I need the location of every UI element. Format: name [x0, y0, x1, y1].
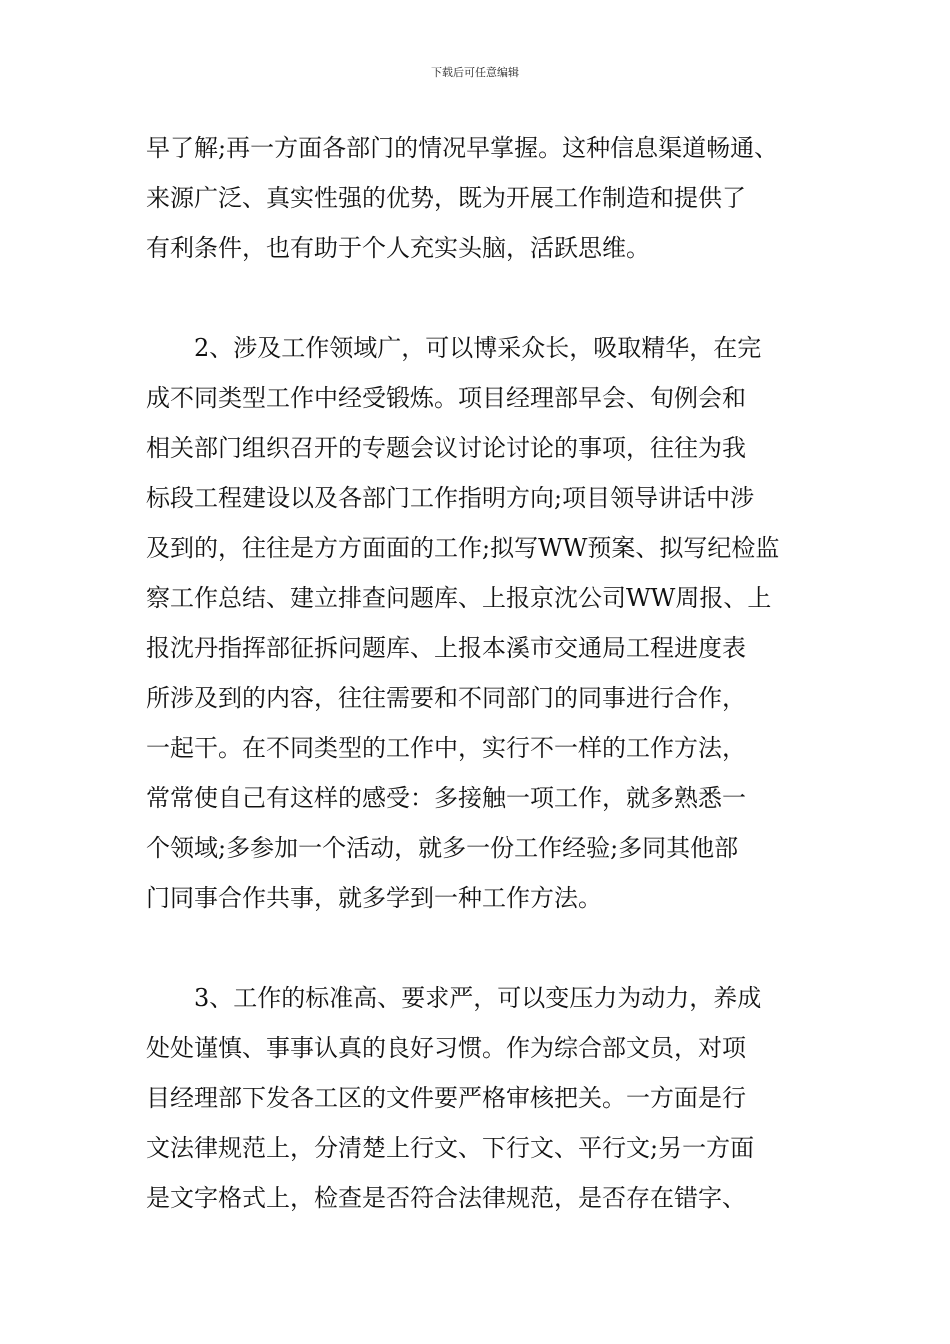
text-line: 察工作总结、建立排查问题库、上报京沈公司WW周报、上	[146, 584, 772, 612]
text-line: 来源广泛、真实性强的优势，既为开展工作制造和提供了	[146, 184, 746, 212]
text-line: 早了解;再一方面各部门的情况早掌握。这种信息渠道畅通、	[146, 134, 779, 162]
text-line: 成不同类型工作中经受锻炼。项目经理部早会、旬例会和	[146, 384, 746, 412]
text-line: 报沈丹指挥部征拆问题库、上报本溪市交通局工程进度表	[146, 634, 746, 662]
text-line: 一起干。在不同类型的工作中，实行不一样的工作方法，	[146, 734, 746, 762]
text-line: 2、涉及工作领域广，可以博采众长，吸取精华，在完	[194, 334, 762, 362]
page-header: 下载后可任意编辑	[431, 66, 519, 79]
text-line: 文法律规范上，分清楚上行文、下行文、平行文;另一方面	[146, 1134, 755, 1162]
text-line: 3、工作的标准高、要求严，可以变压力为动力，养成	[194, 984, 762, 1012]
text-line: 标段工程建设以及各部门工作指明方向;项目领导讲话中涉	[146, 484, 755, 512]
text-line: 常常使自己有这样的感受：多接触一项工作，就多熟悉一	[146, 784, 746, 812]
text-line: 处处谨慎、事事认真的良好习惯。作为综合部文员，对项	[146, 1034, 746, 1062]
text-line: 个领域;多参加一个活动，就多一份工作经验;多同其他部	[146, 834, 739, 862]
text-line: 及到的，往往是方方面面的工作;拟写WW预案、拟写纪检监	[146, 534, 780, 562]
text-line: 是文字格式上，检查是否符合法律规范，是否存在错字、	[146, 1184, 746, 1212]
text-line: 目经理部下发各工区的文件要严格审核把关。一方面是行	[146, 1084, 746, 1112]
text-line: 有利条件，也有助于个人充实头脑，活跃思维。	[146, 234, 650, 262]
text-line: 所涉及到的内容，往往需要和不同部门的同事进行合作，	[146, 684, 746, 712]
text-line: 相关部门组织召开的专题会议讨论讨论的事项，往往为我	[146, 434, 746, 462]
text-line: 门同事合作共事，就多学到一种工作方法。	[146, 884, 602, 912]
